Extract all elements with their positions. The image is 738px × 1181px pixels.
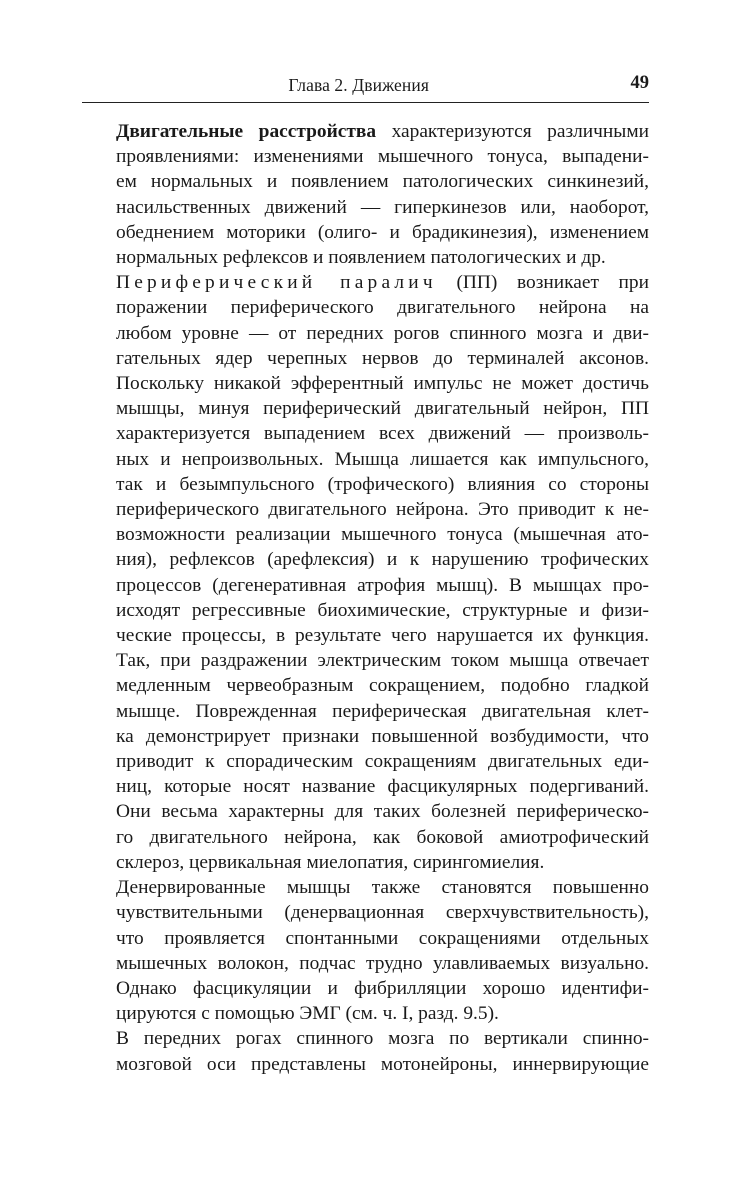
text-line: Однако фасцикуляции и фибрилляции хорошо идентифи- [116, 977, 649, 999]
text-line: чувствительными (денервационная сверхчувствительность), [116, 902, 649, 924]
text-line: Поскольку никакой эфферентный импульс не может достичь [116, 373, 649, 395]
text-line: Денервированные мышцы также становятся повышенно [116, 877, 649, 899]
paragraph [82, 119, 649, 270]
text-line: ческие процессы, в результате чего нарушается их функция. [116, 625, 649, 647]
text-line: исходят регрессивные биохимические, структурные и физи- [116, 599, 649, 621]
text-line: го двигательного нейрона, как боковой амиотрофический [116, 826, 649, 848]
text-line: Периферический паралич (ПП) возникает при [116, 272, 649, 294]
book-page [82, 72, 649, 1077]
text-line: ем нормальных и появлением патологических синкинезий, [116, 171, 649, 193]
text-line: ных и непроизвольных. Мышца лишается как импульсного, [116, 448, 649, 470]
text-line: Они весьма характерны для таких болезней периферическо- [116, 801, 649, 823]
text-line: В передних рогах спинного мозга по вертикали спинно- [116, 1028, 649, 1050]
text-line: проявлениями: изменениями мышечного тонуса, выпадени- [116, 146, 649, 168]
text-line: мышечных волокон, подчас трудно улавливаемых визуально. [116, 952, 649, 974]
text-line: нормальных рефлексов и появлением патологических и др. [116, 247, 606, 269]
text-line: периферического двигательного нейрона. Это приводит к не- [116, 499, 649, 521]
text-line: мозговой оси представлены мотонейроны, иннервирующие [116, 1053, 649, 1075]
body-text [82, 119, 649, 1077]
text-line: мышце. Поврежденная периферическая двигательная клет- [116, 700, 649, 722]
text-line: так и безымпульсного (трофического) влияния со стороны [116, 473, 649, 495]
text-line: цируются с помощью ЭМГ (см. ч. I, разд. 9.5). [116, 1003, 499, 1025]
text-line: мышцы, минуя периферический двигательный нейрон, ПП [116, 398, 649, 420]
text-line: поражении периферического двигательного нейрона на [116, 297, 649, 319]
running-header [82, 72, 649, 103]
text-line: обеднением моторики (олиго- и брадикинезия), изменением [116, 221, 649, 243]
text-line: насильственных движений — гиперкинезов или, наоборот, [116, 196, 649, 218]
paragraph [82, 875, 649, 1026]
text-line: ниц, которые носят название фасцикулярных подергиваний. [116, 776, 649, 798]
spaced-term: Периферический паралич [116, 272, 437, 294]
text-line: Двигательные расстройства характеризуются различными [116, 121, 649, 142]
paragraph [82, 1026, 649, 1076]
text-line: гательных ядер черепных нервов до терминалей аксонов. [116, 347, 649, 369]
text-line: что проявляется спонтанными сокращениями отдельных [116, 927, 649, 949]
chapter-title: Глава 2. Движения [288, 75, 429, 95]
text-line: Так, при раздражении электрическим током мышца отвечает [116, 650, 649, 672]
text-line: характеризуется выпадением всех движений — произволь- [116, 423, 649, 445]
bold-term: Двигательные расстройства [116, 121, 377, 142]
text-line: приводит к спорадическим сокращениям двигательных еди- [116, 751, 649, 773]
text-line: ния), рефлексов (арефлексия) и к нарушению трофических [116, 549, 649, 571]
text-line: ка демонстрирует признаки повышенной возбудимости, что [116, 725, 649, 747]
text-line: возможности реализации мышечного тонуса (мышечная ато- [116, 524, 649, 546]
text-line: медленным червеобразным сокращением, подобно гладкой [116, 675, 649, 697]
text-line: процессов (дегенеративная атрофия мышц). В мышцах про- [116, 574, 649, 596]
text-line: склероз, цервикальная миелопатия, сирингомиелия. [116, 851, 545, 873]
page-number: 49 [630, 73, 649, 93]
text-line: любом уровне — от передних рогов спинного мозга и дви- [116, 322, 649, 344]
paragraph [82, 270, 649, 875]
